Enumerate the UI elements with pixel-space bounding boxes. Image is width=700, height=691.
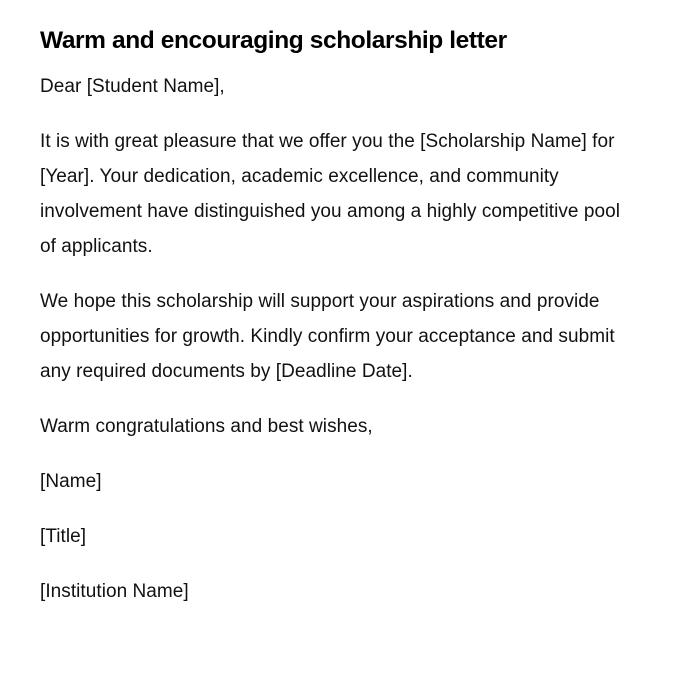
signature-institution: [Institution Name] [40,581,189,602]
signature-name: [Name] [40,471,102,492]
signature-title: [Title] [40,526,87,547]
document-title: Warm and encouraging scholarship letter [40,27,507,54]
salutation: Dear [Student Name], [40,76,225,97]
body-paragraph-2: We hope this scholarship will support your aspirations and provide opportunities for growth. Kindly confirm your acceptance and submit any required documents by [Deadline Date]. [40,291,615,382]
letter-document [40,24,640,629]
closing: Warm congratulations and best wishes, [40,416,373,437]
body-paragraph-1: It is with great pleasure that we offer you the [Scholarship Name] for [Year]. Your dedication, academic excellence, and community involvement have distinguished you among a highly competitive pool of applicants. [40,131,620,257]
